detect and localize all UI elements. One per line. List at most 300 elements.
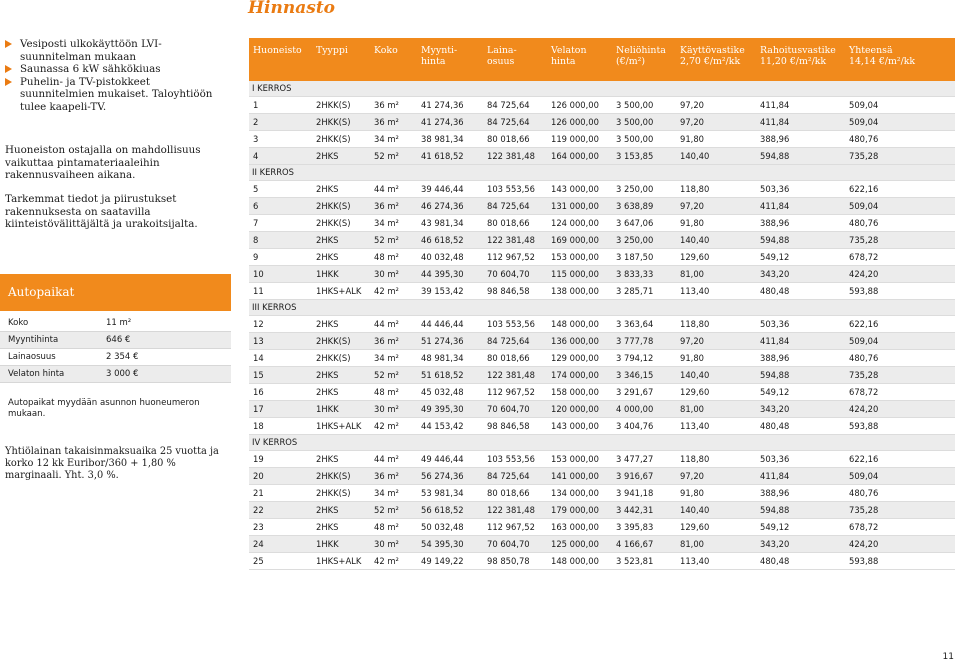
cell-lainaosuus: 122 381,48 [487,505,535,515]
cell-velaton-hinta: 138 000,00 [551,286,599,296]
cell-koko: 42 m² [374,286,399,296]
cell-lainaosuus: 112 967,52 [487,387,535,397]
cell-huoneisto: 22 [253,505,264,515]
page-number: 11 [942,652,954,662]
cell-yhteensa: 622,16 [849,454,879,464]
cell-yhteensa: 480,76 [849,134,879,144]
cell-lainaosuus: 103 553,56 [487,184,535,194]
cell-tyyppi: 2HKK(S) [316,353,351,363]
cell-koko: 48 m² [374,387,399,397]
cell-lainaosuus: 80 018,66 [487,218,530,228]
cell-kayttovastike: 81,00 [680,269,704,279]
cell-yhteensa: 678,72 [849,522,879,532]
cell-velaton-hinta: 136 000,00 [551,336,599,346]
cell-huoneisto: 24 [253,539,264,549]
cell-rahoitusvastike: 480,48 [760,421,790,431]
cell-tyyppi: 2HKK(S) [316,471,351,481]
cell-kayttovastike: 97,20 [680,471,704,481]
table-row [249,283,955,300]
cell-velaton-hinta: 129 000,00 [551,353,599,363]
cell-neliohinta: 3 442,31 [616,505,654,515]
cell-yhteensa: 424,20 [849,269,879,279]
cell-myyntihinta: 39 153,42 [421,286,464,296]
cell-myyntihinta: 49 446,44 [421,454,464,464]
parking-value: 2 354 € [106,352,139,362]
cell-kayttovastike: 97,20 [680,336,704,346]
price-table [249,38,955,570]
cell-tyyppi: 2HKK(S) [316,488,351,498]
cell-yhteensa: 480,76 [849,488,879,498]
cell-tyyppi: 1HKS+ALK [316,286,362,296]
table-row [249,418,955,435]
cell-lainaosuus: 70 604,70 [487,404,530,414]
cell-neliohinta: 3 941,18 [616,488,654,498]
cell-yhteensa: 622,16 [849,184,879,194]
cell-myyntihinta: 40 032,48 [421,252,464,262]
cell-neliohinta: 3 500,00 [616,117,654,127]
cell-neliohinta: 3 285,71 [616,286,654,296]
parking-key: Koko [8,318,29,328]
cell-kayttovastike: 113,40 [680,286,710,296]
cell-kayttovastike: 97,20 [680,201,704,211]
cell-rahoitusvastike: 549,12 [760,252,790,262]
cell-neliohinta: 3 404,76 [616,421,654,431]
cell-koko: 48 m² [374,252,399,262]
cell-rahoitusvastike: 411,84 [760,201,790,211]
header-velaton-hinta: Velaton hinta [551,45,587,67]
feature-item: Vesiposti ulkokäyttöön LVI-suunnitelman mukaan [5,38,227,63]
cell-kayttovastike: 97,20 [680,100,704,110]
cell-tyyppi: 2HKS [316,370,339,380]
cell-koko: 52 m² [374,505,399,515]
cell-myyntihinta: 56 618,52 [421,505,464,515]
cell-koko: 36 m² [374,100,399,110]
table-row [249,401,955,418]
cell-rahoitusvastike: 594,88 [760,370,790,380]
cell-huoneisto: 10 [253,269,264,279]
cell-myyntihinta: 53 981,34 [421,488,464,498]
cell-neliohinta: 4 000,00 [616,404,654,414]
cell-neliohinta: 3 638,89 [616,201,654,211]
cell-huoneisto: 12 [253,319,264,329]
cell-huoneisto: 21 [253,488,264,498]
table-row [249,232,955,249]
cell-tyyppi: 2HKK(S) [316,134,351,144]
cell-kayttovastike: 91,80 [680,134,704,144]
cell-neliohinta: 3 833,33 [616,269,654,279]
header-huoneisto: Huoneisto [253,45,302,56]
cell-huoneisto: 3 [253,134,259,144]
cell-lainaosuus: 103 553,56 [487,319,535,329]
table-row [249,114,955,131]
cell-tyyppi: 2HKS [316,522,339,532]
header-rahoitusvastike: Rahoitusvastike 11,20 €/m²/kk [760,45,836,67]
cell-myyntihinta: 48 981,34 [421,353,464,363]
table-row [249,468,955,485]
cell-koko: 44 m² [374,184,399,194]
header-lainaosuus: Laina- osuus [487,45,517,67]
cell-velaton-hinta: 131 000,00 [551,201,599,211]
header-koko: Koko [374,45,398,56]
cell-rahoitusvastike: 594,88 [760,235,790,245]
cell-yhteensa: 593,88 [849,421,879,431]
cell-tyyppi: 2HKK(S) [316,117,351,127]
cell-yhteensa: 424,20 [849,404,879,414]
cell-rahoitusvastike: 503,36 [760,454,790,464]
cell-velaton-hinta: 126 000,00 [551,117,599,127]
cell-huoneisto: 8 [253,235,259,245]
cell-kayttovastike: 91,80 [680,488,704,498]
cell-velaton-hinta: 119 000,00 [551,134,599,144]
paragraph-materials: Huoneiston ostajalla on mahdollisuus vaikuttaa pintamateriaaleihin rakennusvaiheen aikana. [5,144,201,182]
cell-myyntihinta: 43 981,34 [421,218,464,228]
cell-myyntihinta: 41 274,36 [421,117,464,127]
cell-huoneisto: 19 [253,454,264,464]
table-row [249,536,955,553]
floor-section-label: II KERROS [249,165,955,181]
cell-yhteensa: 735,28 [849,151,879,161]
cell-lainaosuus: 98 846,58 [487,421,530,431]
cell-velaton-hinta: 134 000,00 [551,488,599,498]
table-row [249,502,955,519]
cell-tyyppi: 2HKK(S) [316,336,351,346]
cell-velaton-hinta: 164 000,00 [551,151,599,161]
cell-kayttovastike: 118,80 [680,184,710,194]
header-neliohinta: Neliöhinta (€/m²) [616,45,666,67]
cell-rahoitusvastike: 388,96 [760,134,790,144]
cell-neliohinta: 3 291,67 [616,387,654,397]
cell-huoneisto: 15 [253,370,264,380]
cell-lainaosuus: 80 018,66 [487,488,530,498]
cell-neliohinta: 3 647,06 [616,218,654,228]
header-myyntihinta: Myynti- hinta [421,45,458,67]
cell-myyntihinta: 54 395,30 [421,539,464,549]
parking-key: Myyntihinta [8,335,59,345]
cell-myyntihinta: 50 032,48 [421,522,464,532]
cell-myyntihinta: 41 618,52 [421,151,464,161]
table-row [249,148,955,165]
cell-kayttovastike: 140,40 [680,370,710,380]
cell-lainaosuus: 98 850,78 [487,556,530,566]
cell-rahoitusvastike: 549,12 [760,522,790,532]
cell-koko: 52 m² [374,370,399,380]
cell-lainaosuus: 122 381,48 [487,235,535,245]
table-row [249,451,955,468]
parking-row [0,349,231,366]
cell-lainaosuus: 103 553,56 [487,454,535,464]
cell-rahoitusvastike: 411,84 [760,336,790,346]
cell-myyntihinta: 38 981,34 [421,134,464,144]
cell-velaton-hinta: 153 000,00 [551,454,599,464]
cell-koko: 48 m² [374,522,399,532]
cell-tyyppi: 2HKS [316,319,339,329]
cell-huoneisto: 17 [253,404,264,414]
cell-koko: 34 m² [374,353,399,363]
cell-velaton-hinta: 143 000,00 [551,184,599,194]
cell-koko: 36 m² [374,117,399,127]
cell-velaton-hinta: 174 000,00 [551,370,599,380]
cell-yhteensa: 678,72 [849,387,879,397]
cell-tyyppi: 2HKS [316,184,339,194]
cell-lainaosuus: 80 018,66 [487,134,530,144]
cell-neliohinta: 3 395,83 [616,522,654,532]
cell-tyyppi: 1HKK [316,269,339,279]
cell-neliohinta: 3 500,00 [616,100,654,110]
cell-huoneisto: 6 [253,201,259,211]
cell-kayttovastike: 81,00 [680,539,704,549]
cell-lainaosuus: 112 967,52 [487,522,535,532]
cell-koko: 42 m² [374,556,399,566]
cell-velaton-hinta: 179 000,00 [551,505,599,515]
cell-velaton-hinta: 120 000,00 [551,404,599,414]
cell-tyyppi: 1HKK [316,404,339,414]
cell-myyntihinta: 51 618,52 [421,370,464,380]
cell-neliohinta: 3 500,00 [616,134,654,144]
cell-rahoitusvastike: 480,48 [760,556,790,566]
cell-kayttovastike: 81,00 [680,404,704,414]
cell-neliohinta: 3 916,67 [616,471,654,481]
header-yhteensa: Yhteensä 14,14 €/m²/kk [849,45,916,67]
cell-huoneisto: 1 [253,100,259,110]
cell-velaton-hinta: 143 000,00 [551,421,599,431]
cell-tyyppi: 2HKK(S) [316,201,351,211]
cell-velaton-hinta: 148 000,00 [551,556,599,566]
parking-row [0,332,231,349]
cell-koko: 44 m² [374,454,399,464]
cell-huoneisto: 25 [253,556,264,566]
cell-yhteensa: 509,04 [849,201,879,211]
cell-tyyppi: 2HKS [316,252,339,262]
cell-velaton-hinta: 153 000,00 [551,252,599,262]
cell-myyntihinta: 44 395,30 [421,269,464,279]
cell-myyntihinta: 46 274,36 [421,201,464,211]
cell-lainaosuus: 122 381,48 [487,370,535,380]
cell-huoneisto: 14 [253,353,264,363]
table-row [249,350,955,367]
table-row [249,367,955,384]
cell-yhteensa: 509,04 [849,336,879,346]
cell-koko: 36 m² [374,336,399,346]
cell-kayttovastike: 140,40 [680,235,710,245]
cell-kayttovastike: 118,80 [680,454,710,464]
cell-tyyppi: 2HKS [316,151,339,161]
table-row [249,198,955,215]
cell-kayttovastike: 129,60 [680,252,710,262]
cell-yhteensa: 509,04 [849,100,879,110]
cell-yhteensa: 735,28 [849,505,879,515]
floor-section-label: I KERROS [249,81,955,97]
cell-rahoitusvastike: 411,84 [760,117,790,127]
cell-velaton-hinta: 126 000,00 [551,100,599,110]
cell-neliohinta: 3 523,81 [616,556,654,566]
cell-kayttovastike: 113,40 [680,421,710,431]
table-row [249,519,955,536]
cell-myyntihinta: 49 395,30 [421,404,464,414]
cell-myyntihinta: 51 274,36 [421,336,464,346]
cell-myyntihinta: 49 149,22 [421,556,464,566]
table-row [249,485,955,502]
cell-yhteensa: 735,28 [849,235,879,245]
cell-myyntihinta: 41 274,36 [421,100,464,110]
cell-tyyppi: 1HKS+ALK [316,421,362,431]
cell-velaton-hinta: 125 000,00 [551,539,599,549]
parking-key: Velaton hinta [8,369,65,379]
cell-lainaosuus: 70 604,70 [487,539,530,549]
cell-velaton-hinta: 169 000,00 [551,235,599,245]
cell-yhteensa: 593,88 [849,556,879,566]
cell-kayttovastike: 140,40 [680,151,710,161]
cell-lainaosuus: 84 725,64 [487,117,530,127]
floor-section-label: IV KERROS [249,435,955,451]
loan-note: Yhtiölainan takaisinmaksuaika 25 vuotta ja korko 12 kk Euribor/360 + 1,80 % marginaali. Yht. 3,0 %. [5,446,219,481]
cell-kayttovastike: 129,60 [680,387,710,397]
cell-neliohinta: 3 250,00 [616,184,654,194]
cell-koko: 30 m² [374,269,399,279]
cell-rahoitusvastike: 343,20 [760,404,790,414]
table-row [249,384,955,401]
cell-lainaosuus: 84 725,64 [487,471,530,481]
cell-lainaosuus: 84 725,64 [487,201,530,211]
cell-rahoitusvastike: 594,88 [760,151,790,161]
cell-tyyppi: 1HKK [316,539,339,549]
cell-velaton-hinta: 148 000,00 [551,319,599,329]
cell-velaton-hinta: 158 000,00 [551,387,599,397]
table-row [249,333,955,350]
cell-yhteensa: 509,04 [849,117,879,127]
cell-rahoitusvastike: 388,96 [760,488,790,498]
page-title: Hinnasto [248,0,336,18]
table-row [249,316,955,333]
cell-kayttovastike: 118,80 [680,319,710,329]
cell-koko: 34 m² [374,218,399,228]
cell-myyntihinta: 46 618,52 [421,235,464,245]
cell-rahoitusvastike: 343,20 [760,539,790,549]
table-row [249,97,955,114]
cell-yhteensa: 480,76 [849,353,879,363]
parking-title: Autopaikat [0,274,231,311]
cell-tyyppi: 1HKS+ALK [316,556,362,566]
table-row [249,266,955,283]
cell-neliohinta: 4 166,67 [616,539,654,549]
parking-row [0,315,231,332]
price-table-body [249,81,955,570]
feature-item: Saunassa 6 kW sähkökiuas [5,63,227,76]
cell-yhteensa: 735,28 [849,370,879,380]
cell-rahoitusvastike: 388,96 [760,218,790,228]
cell-yhteensa: 593,88 [849,286,879,296]
table-row [249,553,955,570]
cell-velaton-hinta: 141 000,00 [551,471,599,481]
parking-row [0,366,231,383]
cell-yhteensa: 509,04 [849,471,879,481]
cell-kayttovastike: 91,80 [680,218,704,228]
cell-lainaosuus: 98 846,58 [487,286,530,296]
cell-rahoitusvastike: 594,88 [760,505,790,515]
cell-huoneisto: 16 [253,387,264,397]
cell-tyyppi: 2HKS [316,505,339,515]
cell-neliohinta: 3 794,12 [616,353,654,363]
cell-huoneisto: 2 [253,117,259,127]
cell-velaton-hinta: 163 000,00 [551,522,599,532]
cell-lainaosuus: 80 018,66 [487,353,530,363]
header-kayttovastike: Käyttövastike 2,70 €/m²/kk [680,45,745,67]
cell-koko: 30 m² [374,539,399,549]
cell-rahoitusvastike: 411,84 [760,100,790,110]
cell-rahoitusvastike: 480,48 [760,286,790,296]
cell-koko: 30 m² [374,404,399,414]
cell-koko: 34 m² [374,488,399,498]
cell-lainaosuus: 122 381,48 [487,151,535,161]
cell-myyntihinta: 44 153,42 [421,421,464,431]
cell-neliohinta: 3 477,27 [616,454,654,464]
cell-neliohinta: 3 153,85 [616,151,654,161]
cell-kayttovastike: 97,20 [680,117,704,127]
cell-neliohinta: 3 363,64 [616,319,654,329]
table-row [249,215,955,232]
cell-huoneisto: 9 [253,252,259,262]
parking-table [0,315,231,383]
cell-myyntihinta: 45 032,48 [421,387,464,397]
cell-tyyppi: 2HKK(S) [316,100,351,110]
cell-tyyppi: 2HKS [316,387,339,397]
cell-huoneisto: 5 [253,184,259,194]
cell-tyyppi: 2HKS [316,454,339,464]
cell-velaton-hinta: 124 000,00 [551,218,599,228]
cell-koko: 42 m² [374,421,399,431]
parking-value: 646 € [106,335,131,345]
cell-lainaosuus: 112 967,52 [487,252,535,262]
table-row [249,131,955,148]
cell-myyntihinta: 56 274,36 [421,471,464,481]
cell-yhteensa: 678,72 [849,252,879,262]
cell-huoneisto: 4 [253,151,259,161]
cell-koko: 52 m² [374,235,399,245]
cell-rahoitusvastike: 503,36 [760,319,790,329]
cell-huoneisto: 11 [253,286,264,296]
parking-value: 11 m² [106,318,132,328]
parking-value: 3 000 € [106,369,139,379]
feature-item: Puhelin- ja TV-pistokkeet suunnitelmien mukaiset. Taloyhtiöön tulee kaapeli-TV. [5,76,227,114]
cell-rahoitusvastike: 411,84 [760,471,790,481]
cell-myyntihinta: 44 446,44 [421,319,464,329]
cell-huoneisto: 13 [253,336,264,346]
cell-lainaosuus: 84 725,64 [487,100,530,110]
cell-neliohinta: 3 346,15 [616,370,654,380]
cell-yhteensa: 480,76 [849,218,879,228]
cell-neliohinta: 3 777,78 [616,336,654,346]
cell-koko: 36 m² [374,471,399,481]
features-list [5,38,227,114]
parking-key: Lainaosuus [8,352,56,362]
cell-rahoitusvastike: 388,96 [760,353,790,363]
cell-tyyppi: 2HKK(S) [316,218,351,228]
cell-huoneisto: 23 [253,522,264,532]
cell-lainaosuus: 84 725,64 [487,336,530,346]
cell-huoneisto: 18 [253,421,264,431]
cell-rahoitusvastike: 503,36 [760,184,790,194]
cell-huoneisto: 7 [253,218,259,228]
cell-neliohinta: 3 250,00 [616,235,654,245]
table-row [249,249,955,266]
cell-koko: 36 m² [374,201,399,211]
cell-lainaosuus: 70 604,70 [487,269,530,279]
price-table-header [249,38,955,81]
cell-yhteensa: 424,20 [849,539,879,549]
cell-velaton-hinta: 115 000,00 [551,269,599,279]
cell-yhteensa: 622,16 [849,319,879,329]
cell-koko: 34 m² [374,134,399,144]
parking-note: Autopaikat myydään asunnon huoneumeron mukaan. [8,398,200,419]
